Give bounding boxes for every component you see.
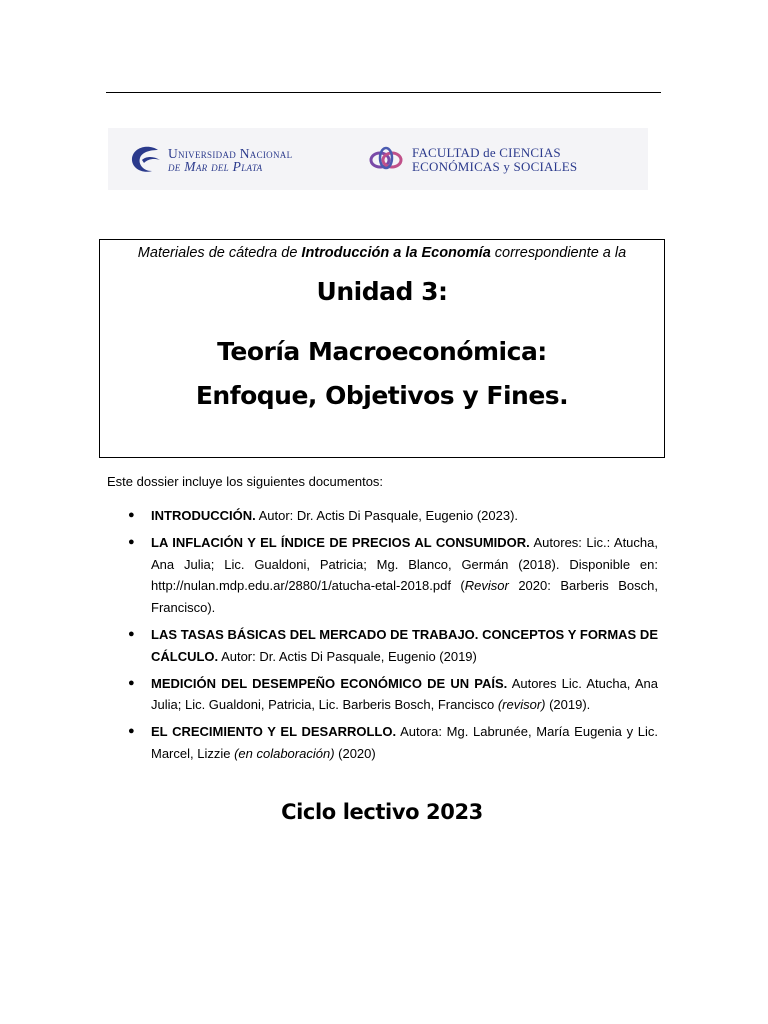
top-rule	[106, 92, 661, 93]
course-intro-suffix: correspondiente a la	[490, 245, 627, 261]
fce-name-line1: FACULTAD de CIENCIAS	[412, 145, 561, 160]
unit-title: Unidad 3:	[316, 277, 448, 306]
bullet-icon: ●	[128, 676, 135, 689]
bullet-icon: ●	[128, 725, 135, 738]
bullet-icon: ●	[128, 509, 135, 521]
unmdp-name-line1: Universidad Nacional	[168, 146, 293, 161]
main-title-line2: Enfoque, Objetivos y Fines.	[195, 381, 569, 410]
doc-details: Autor: Dr. Actis Di Pasquale, Eugenio (2023).	[255, 508, 519, 523]
main-title-line1: Teoría Macroeconómica:	[217, 337, 547, 366]
bullet-icon: ●	[128, 627, 135, 640]
doc-details: Autor: Dr. Actis Di Pasquale, Eugenio (2019)	[218, 648, 477, 664]
document-list	[128, 505, 658, 770]
fce-emblem-icon	[368, 144, 408, 176]
unmdp-logo	[128, 144, 292, 176]
list-item	[128, 505, 658, 527]
doc-details-end: 2020: Barberis Bosch, Francisco).	[151, 578, 658, 616]
doc-details-italic: (en colaboración)	[234, 745, 335, 761]
list-item	[128, 673, 658, 717]
list-item	[128, 532, 658, 619]
doc-title: INTRODUCCIÓN.	[151, 508, 256, 523]
course-intro	[100, 245, 664, 261]
doc-details: Autores Lic. Atucha, Ana Julia; Lic. Gualdoni, Patricia, Lic. Barberis Bosch, Francisco	[151, 675, 658, 713]
list-item	[128, 624, 658, 668]
doc-title: MEDICIÓN DEL DESEMPEÑO ECONÓMICO DE UN PAÍS.	[151, 675, 508, 691]
bullet-icon: ●	[128, 535, 135, 548]
course-name: Introducción a la Economía	[301, 245, 491, 261]
course-intro-prefix: Materiales de cátedra de	[137, 245, 302, 261]
doc-details-italic: Revisor	[464, 578, 509, 594]
doc-details-end: (2020)	[334, 745, 376, 761]
list-item	[128, 721, 658, 765]
header-logos	[108, 128, 648, 190]
fce-logo	[368, 144, 577, 176]
academic-cycle: Ciclo lectivo 2023	[281, 800, 483, 824]
fce-name-line2: ECONÓMICAS y SOCIALES	[412, 159, 578, 174]
doc-details: Autores: Lic.: Atucha, Ana Julia; Lic. Gualdoni, Patricia; Mg. Blanco, Germán (2018). Disponible en: http://nulan.mdp.edu.ar/2880/1/atucha-etal-2018.pdf (	[151, 534, 658, 594]
unmdp-emblem-icon	[128, 144, 164, 176]
doc-title: LA INFLACIÓN Y EL ÍNDICE DE PRECIOS AL CONSUMIDOR.	[151, 534, 530, 550]
doc-details: Autora: Mg. Labrunée, María Eugenia y Lic. Marcel, Lizzie	[151, 724, 659, 761]
doc-details-end: (2019).	[545, 697, 591, 713]
dossier-intro: Este dossier incluye los siguientes documentos:	[107, 474, 384, 489]
title-box	[99, 239, 665, 458]
doc-details-italic: (revisor)	[497, 697, 546, 713]
doc-title: LAS TASAS BÁSICAS DEL MERCADO DE TRABAJO. CONCEPTOS Y FORMAS DE CÁLCULO.	[151, 626, 658, 664]
doc-title: EL CRECIMIENTO Y EL DESARROLLO.	[151, 724, 397, 740]
unmdp-name-line2: de Mar del Plata	[168, 159, 263, 174]
